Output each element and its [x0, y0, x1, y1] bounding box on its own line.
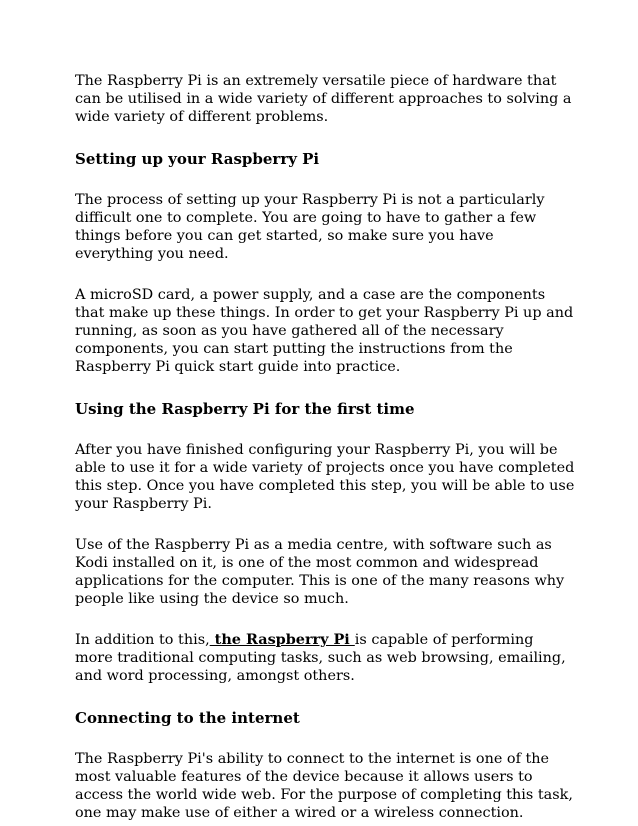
- document-page: [75, 72, 575, 822]
- raspberry-pi-link[interactable]: the Raspberry Pi: [209, 631, 355, 648]
- components-paragraph: A microSD card, a power supply, and a case are the components that make up these things. In order to get your Raspberry Pi up and running, as soon as you have gathered all of the necessary components, you can start putting the instructions from the Raspberry Pi quick start guide into practice.: [75, 287, 574, 375]
- heading-setting-up: Setting up your Raspberry Pi: [75, 150, 320, 168]
- first-time-paragraph: After you have finished configuring your Raspberry Pi, you will be able to use it for a wide variety of projects once you have completed this step. Once you have completed this step, you will be able to use your Raspberry Pi.: [75, 442, 575, 512]
- setup-paragraph: The process of setting up your Raspberry Pi is not a particularly difficult one to complete. You are going to have to gather a few things before you can get started, so make sure you have everything you need.: [75, 192, 545, 262]
- heading-first-time: Using the Raspberry Pi for the first time: [75, 400, 415, 418]
- heading-internet: Connecting to the internet: [75, 709, 300, 727]
- internet-paragraph: The Raspberry Pi's ability to connect to the internet is one of the most valuable features of the device because it allows users to access the world wide web. For the purpose of completing this task, one may make use of either a wired or a wireless connection.: [75, 751, 573, 821]
- computing-tasks-rest: is capable of performing more traditional computing tasks, such as web browsing, emailing, and word processing, amongst others.: [75, 632, 566, 684]
- media-centre-paragraph: Use of the Raspberry Pi as a media centre, with software such as Kodi installed on it, is one of the most common and widespread applications for the computer. This is one of the many reasons why people like using the device so much.: [75, 537, 565, 607]
- computing-tasks-paragraph: [75, 631, 575, 685]
- intro-paragraph: The Raspberry Pi is an extremely versatile piece of hardware that can be utilised in a wide variety of different approaches to solving a wide variety of different problems.: [75, 73, 572, 125]
- computing-tasks-lead: In addition to this,: [75, 632, 210, 648]
